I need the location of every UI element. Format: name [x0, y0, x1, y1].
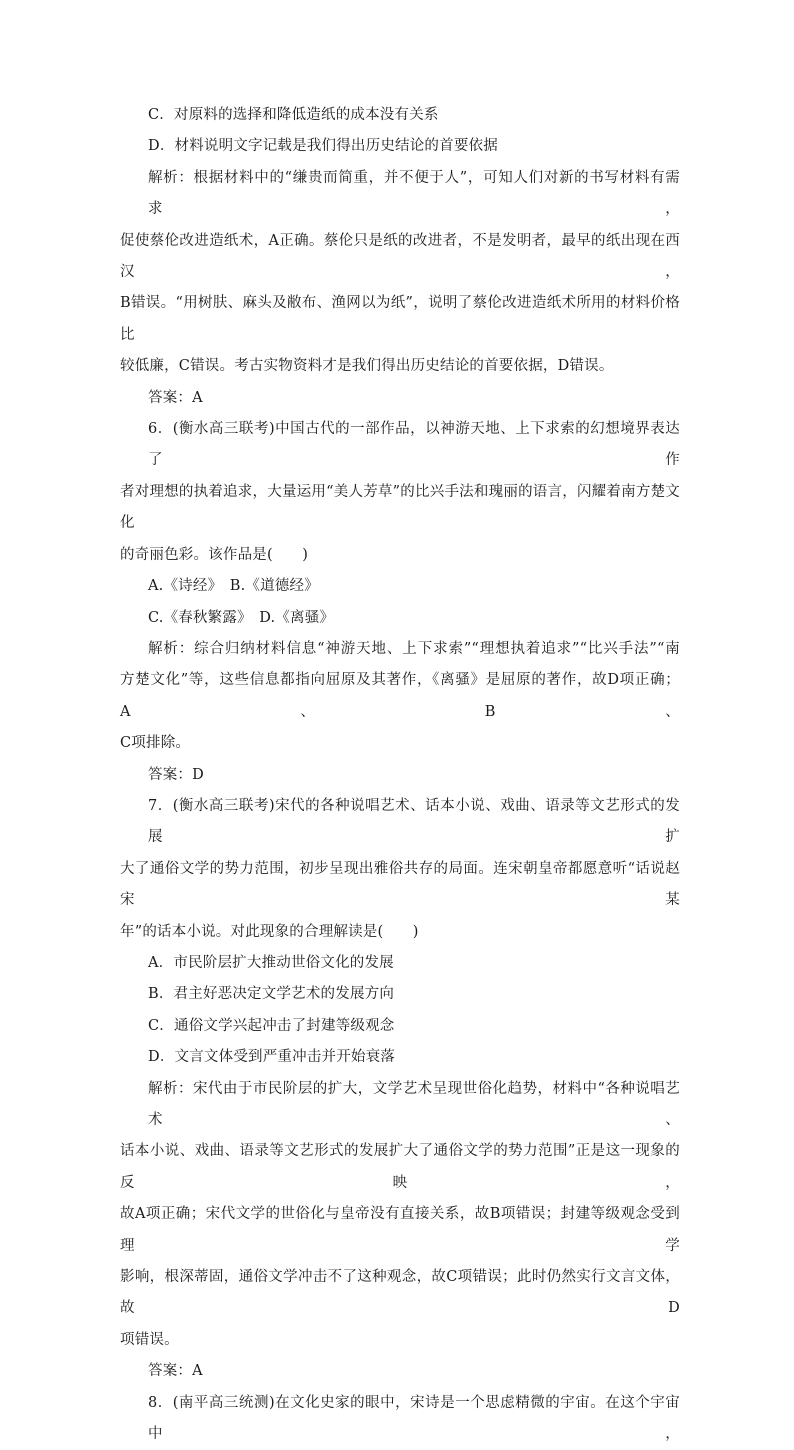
analysis-6-line-3: C项排除。 [120, 735, 191, 752]
analysis-5-line-3: B错误。“用树肤、麻头及敝布、渔网以为纸”，说明了蔡伦改进造纸术所用的材料价格比 [120, 295, 680, 343]
question-6-options-cd: C.《春秋繁露》 D.《离骚》 [148, 609, 335, 626]
question-7-option-c: C．通俗文学兴起冲击了封建等级观念 [148, 1017, 395, 1034]
question-6-line-3: 的奇丽色彩。该作品是( ) [120, 546, 309, 563]
analysis-6-line-1: 解析：综合归纳材料信息“神游天地、上下求索”“理想执着追求”“比兴手法”“南 [148, 640, 680, 657]
analysis-7-line-4: 影响，根深蒂固，通俗文学冲击不了这种观念，故C项错误；此时仍然实行文言文体，故D [120, 1269, 680, 1317]
answer-6: 答案：D [148, 766, 204, 783]
question-6-line-2: 者对理想的执着追求，大量运用“美人芳草”的比兴手法和瑰丽的语言，闪耀着南方楚文化 [120, 483, 680, 532]
question-8-line-1: 8．(南平高三统测)在文化史家的眼中，宋诗是一个思虑精微的宇宙。在这个宇宙中， [148, 1394, 680, 1443]
question-6-options-ab: A.《诗经》 B.《道德经》 [148, 578, 319, 595]
analysis-7-line-2: 话本小说、戏曲、语录等文艺形式的发展扩大了通俗文学的势力范围”正是这一现象的反映， [120, 1143, 680, 1191]
option-d-line: D．材料说明文字记载是我们得出历史结论的首要依据 [148, 138, 498, 155]
question-7-line-2: 大了通俗文学的势力范围，初步呈现出雅俗共存的局面。连宋朝皇帝都愿意听“话说赵宋某 [120, 860, 680, 909]
question-7-line-1: 7．(衡水高三联考)宋代的各种说唱艺术、话本小说、戏曲、语录等文艺形式的发展扩 [148, 797, 680, 846]
analysis-5-line-1: 解析：根据材料中的“缣贵而简重，并不便于人”，可知人们对新的书写材料有需求， [148, 169, 680, 218]
answer-5: 答案：A [148, 389, 203, 406]
analysis-7-line-3: 故A项正确；宋代文学的世俗化与皇帝没有直接关系，故B项错误；封建等级观念受到理学 [120, 1206, 680, 1254]
analysis-7-line-1: 解析：宋代由于市民阶层的扩大，文学艺术呈现世俗化趋势，材料中“各种说唱艺术、 [148, 1080, 680, 1128]
analysis-5-line-4: 较低廉，C错误。考古实物资料才是我们得出历史结论的首要依据，D错误。 [120, 358, 614, 375]
question-7-option-b: B．君主好恶决定文学艺术的发展方向 [148, 986, 395, 1003]
question-7-option-a: A．市民阶层扩大推动世俗文化的发展 [148, 954, 394, 971]
question-6-line-1: 6．(衡水高三联考)中国古代的一部作品，以神游天地、上下求索的幻想境界表达了作 [148, 421, 680, 469]
analysis-6-line-2: 方楚文化”等，这些信息都指向屈原及其著作，《离骚》是屈原的著作，故D项正确；A、B、 [120, 672, 680, 720]
option-c-line: C．对原料的选择和降低造纸的成本没有关系 [148, 107, 439, 123]
question-7-option-d: D．文言文体受到严重冲击并开始衰落 [148, 1049, 396, 1066]
question-7-line-3: 年”的话本小说。对此现象的合理解读是( ) [120, 923, 419, 940]
analysis-7-line-5: 项错误。 [120, 1331, 179, 1348]
analysis-5-line-2: 促使蔡伦改进造纸术，A正确。蔡伦只是纸的改进者，不是发明者，最早的纸出现在西汉， [120, 232, 680, 281]
answer-7: 答案：A [148, 1363, 203, 1380]
document-body [120, 100, 680, 1450]
